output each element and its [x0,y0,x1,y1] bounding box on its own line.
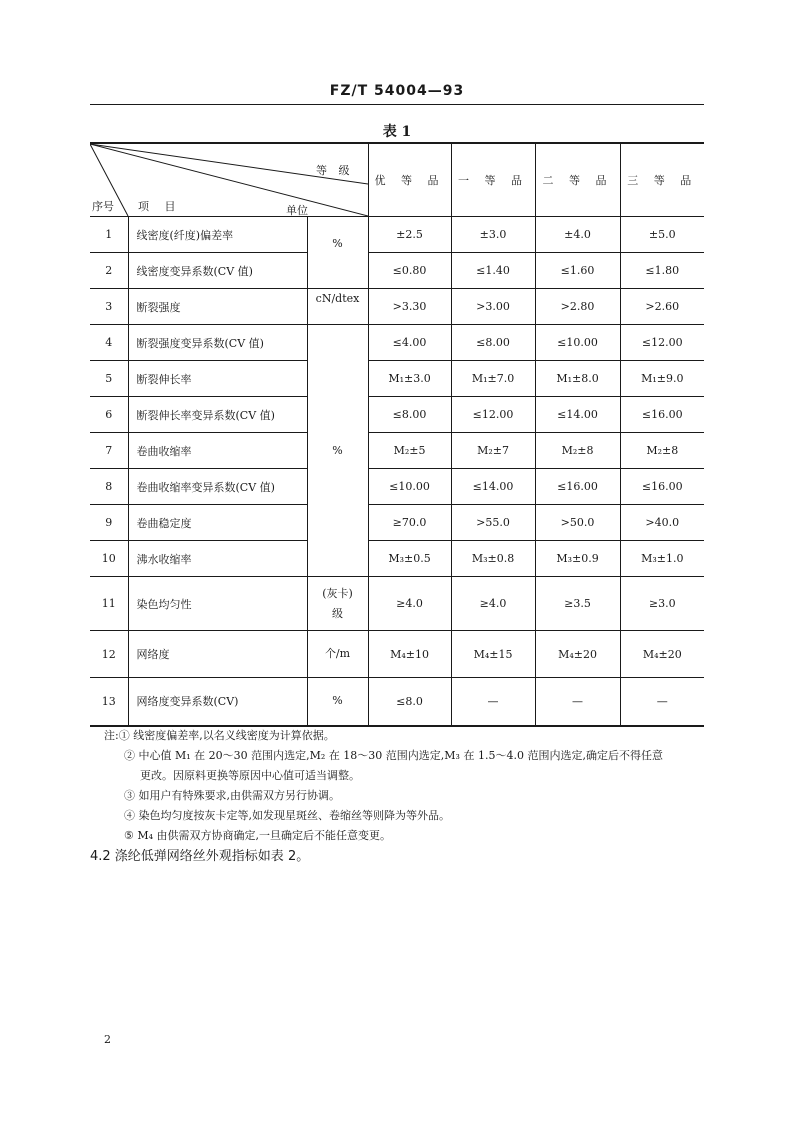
unit-grey-card-line2: 级 [332,606,344,620]
value-first: M₁±7.0 [451,361,535,397]
table-notes [104,726,704,846]
row-item: 卷曲收缩率变异系数(CV 值) [128,469,307,505]
row-item: 线密度变异系数(CV 值) [128,253,307,289]
table-row [90,541,704,577]
unit-cell-grey-card [307,577,368,631]
value-premium: ≤8.00 [368,397,451,433]
section-4-2-heading: 4.2 涤纶低弹网络丝外观指标如表 2。 [90,849,310,864]
row-item: 染色均匀性 [128,577,307,631]
row-item: 断裂伸长率 [128,361,307,397]
value-first: M₂±7 [451,433,535,469]
row-number: 4 [90,325,128,361]
corner-grade-label: 等 级 [316,164,354,177]
value-second: — [535,678,620,726]
corner-diagonals [90,144,368,216]
page-number: 2 [104,1033,111,1046]
value-third: >40.0 [620,505,704,541]
value-premium: ≥70.0 [368,505,451,541]
table-row [90,469,704,505]
value-third: ≥3.0 [620,577,704,631]
row-number: 8 [90,469,128,505]
value-second: >2.80 [535,289,620,325]
value-third: ±5.0 [620,217,704,253]
unit-cell-percent: % [307,217,368,289]
unit-cell-percent-merged: % [307,325,368,577]
value-first: M₃±0.8 [451,541,535,577]
value-first: — [451,678,535,726]
note-2: ② 中心值 M₁ 在 20～30 范围内选定,M₂ 在 18～30 范围内选定,M₃ 在 1.5～4.0 范围内选定,确定后不得任意 [124,749,663,762]
note-5: ⑤ M₄ 由供需双方协商确定,一旦确定后不能任意变更。 [124,829,392,842]
unit-grey-card-line1: (灰卡) [322,586,353,600]
value-first: ≤1.40 [451,253,535,289]
row-item: 断裂伸长率变异系数(CV 值) [128,397,307,433]
row-number: 12 [90,631,128,678]
unit-cell-cn-dtex: cN/dtex [307,289,368,325]
table-row [90,505,704,541]
value-second: M₄±20 [535,631,620,678]
value-third: M₂±8 [620,433,704,469]
row-number: 6 [90,397,128,433]
table-row [90,325,704,361]
value-third: ≤16.00 [620,469,704,505]
grade-header-third: 三 等 品 [620,143,704,217]
table-row [90,217,704,253]
value-first: ≤8.00 [451,325,535,361]
value-third: — [620,678,704,726]
grade-header-premium: 优 等 品 [368,143,451,217]
row-item: 卷曲收缩率 [128,433,307,469]
value-premium: ≤8.0 [368,678,451,726]
row-item: 线密度(纤度)偏差率 [128,217,307,253]
unit-cell-per-metre: 个/m [307,631,368,678]
table-row [90,289,704,325]
value-third: ≤16.00 [620,397,704,433]
value-premium: ≤0.80 [368,253,451,289]
table-row [90,361,704,397]
value-first: ±3.0 [451,217,535,253]
row-number: 13 [90,678,128,726]
value-premium: ≥4.0 [368,577,451,631]
row-item: 网络度变异系数(CV) [128,678,307,726]
corner-item-label: 项 目 [138,200,182,213]
corner-seq-label: 序号 [92,200,114,213]
value-second: ≤10.00 [535,325,620,361]
value-second: ≤14.00 [535,397,620,433]
row-number: 1 [90,217,128,253]
table-title: 表 1 [382,124,412,140]
table-row [90,577,704,631]
row-number: 9 [90,505,128,541]
value-first: >55.0 [451,505,535,541]
value-second: M₂±8 [535,433,620,469]
table-header-row [90,143,704,217]
unit-cell-percent: % [307,678,368,726]
value-premium: M₂±5 [368,433,451,469]
row-number: 3 [90,289,128,325]
corner-unit-label: 单位 [286,204,308,217]
value-first: ≤12.00 [451,397,535,433]
table-row [90,678,704,726]
value-first: ≥4.0 [451,577,535,631]
value-premium: ±2.5 [368,217,451,253]
table-row [90,433,704,469]
header-rule [90,104,704,105]
value-premium: M₁±3.0 [368,361,451,397]
row-item: 网络度 [128,631,307,678]
value-second: ≥3.5 [535,577,620,631]
grade-header-second: 二 等 品 [535,143,620,217]
value-premium: M₄±10 [368,631,451,678]
value-third: ≤12.00 [620,325,704,361]
row-item: 卷曲稳定度 [128,505,307,541]
spec-table [90,142,704,727]
row-item: 断裂强度 [128,289,307,325]
value-third: ≤1.80 [620,253,704,289]
value-third: >2.60 [620,289,704,325]
table-row [90,253,704,289]
value-premium: M₃±0.5 [368,541,451,577]
table-row [90,397,704,433]
value-first: M₄±15 [451,631,535,678]
value-premium: ≤10.00 [368,469,451,505]
value-premium: >3.30 [368,289,451,325]
note-4: ④ 染色均匀度按灰卡定等,如发现星斑丝、卷缩丝等则降为等外品。 [124,809,450,822]
value-third: M₄±20 [620,631,704,678]
value-second: M₁±8.0 [535,361,620,397]
value-third: M₃±1.0 [620,541,704,577]
table-row [90,631,704,678]
row-item: 断裂强度变异系数(CV 值) [128,325,307,361]
value-first: ≤14.00 [451,469,535,505]
value-second: ≤16.00 [535,469,620,505]
note-3: ③ 如用户有特殊要求,由供需双方另行协调。 [124,789,340,802]
value-second: ±4.0 [535,217,620,253]
value-second: M₃±0.9 [535,541,620,577]
value-premium: ≤4.00 [368,325,451,361]
corner-header-cell [90,143,368,217]
value-second: ≤1.60 [535,253,620,289]
row-number: 11 [90,577,128,631]
row-number: 5 [90,361,128,397]
document-code: FZ/T 54004—93 [329,83,465,99]
value-third: M₁±9.0 [620,361,704,397]
row-number: 10 [90,541,128,577]
grade-header-first: 一 等 品 [451,143,535,217]
row-number: 7 [90,433,128,469]
value-first: >3.00 [451,289,535,325]
note-1: 注:① 线密度偏差率,以名义线密度为计算依据。 [104,729,335,742]
note-2-continued: 更改。因原料更换等原因中心值可适当调整。 [140,769,360,782]
row-number: 2 [90,253,128,289]
value-second: >50.0 [535,505,620,541]
row-item: 沸水收缩率 [128,541,307,577]
